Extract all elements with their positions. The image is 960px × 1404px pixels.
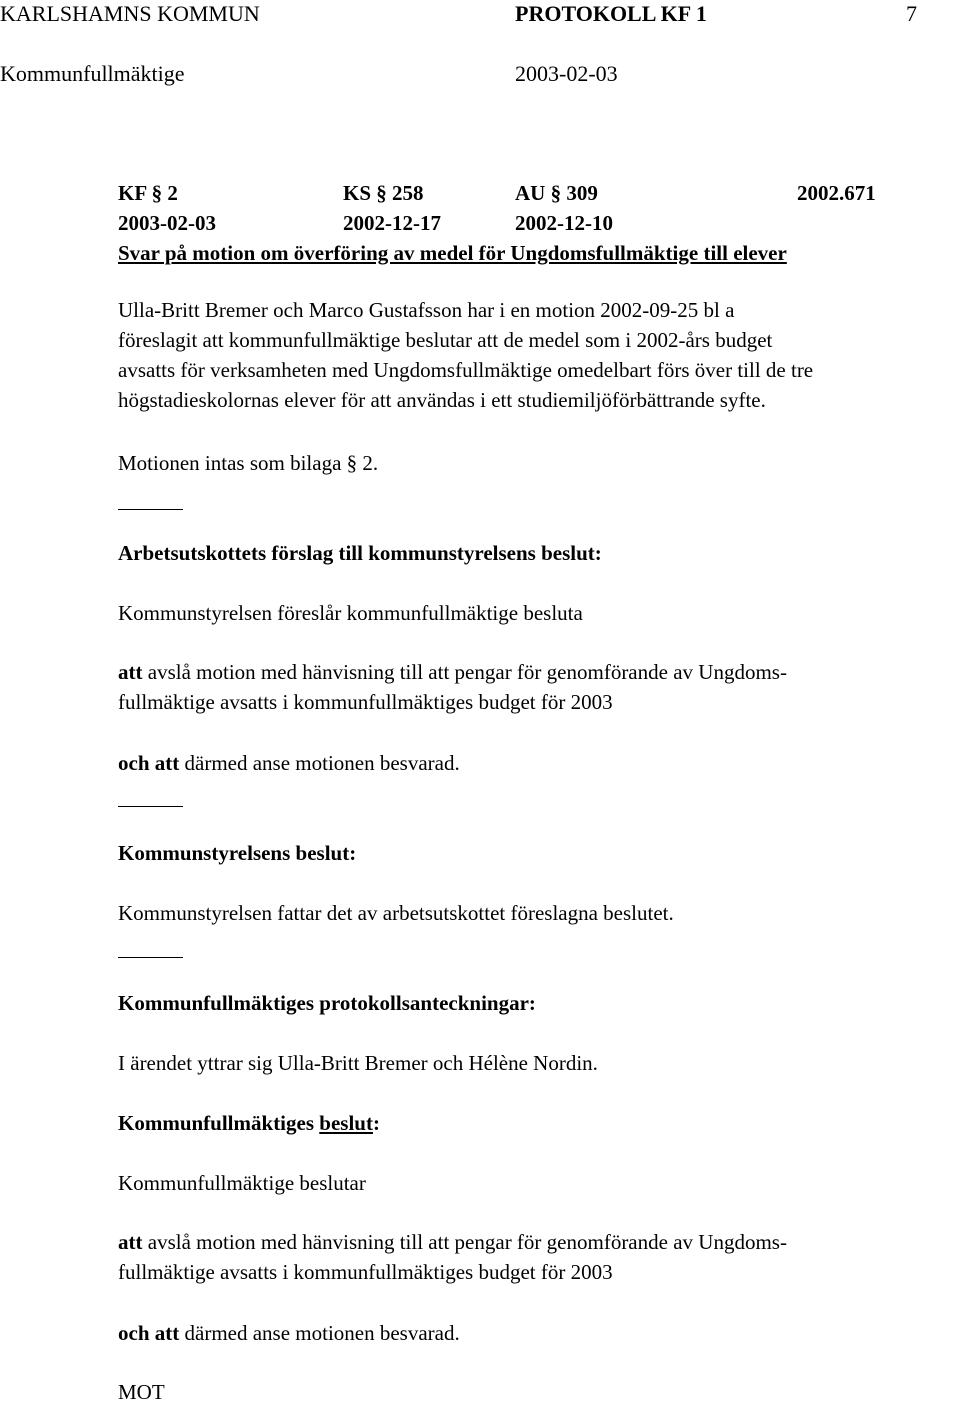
intro-line: högstadieskolornas elever för att användas i ett studiemiljöförbättrande syfte. <box>118 388 766 412</box>
au-att-clause <box>118 657 958 717</box>
intro-line: avsatts för verksamheten med Ungdomsfullmäktige omedelbart förs över till de tre <box>118 358 814 382</box>
kf-notes-heading: Kommunfullmäktiges protokollsanteckningar: <box>118 991 536 1015</box>
ref-dnr: 2002.671 <box>797 181 876 205</box>
meeting-date: 2003-02-03 <box>515 61 618 86</box>
assembly-name: Kommunfullmäktige <box>0 61 185 86</box>
kf-decision-heading <box>118 1111 380 1135</box>
ref-ks: KS § 258 <box>343 181 424 205</box>
footer-mark: MOT <box>118 1380 165 1404</box>
protocol-label: PROTOKOLL KF 1 <box>515 1 707 26</box>
kf-decision-heading-colon: : <box>372 1111 380 1135</box>
au-heading: Arbetsutskottets förslag till kommunstyrelsens beslut: <box>118 541 602 565</box>
ks-heading: Kommunstyrelsens beslut: <box>118 841 357 865</box>
intro-paragraph <box>118 295 958 415</box>
motion-attachment-note: Motionen intas som bilaga § 2. <box>118 451 379 475</box>
matter-title: Svar på motion om överföring av medel för Ungdomsfullmäktige till elever <box>118 241 787 265</box>
ref-ks-date: 2002-12-17 <box>343 211 441 235</box>
page-number: 7 <box>906 1 917 26</box>
och-att-keyword: och att <box>118 751 180 775</box>
separator-line <box>118 957 183 958</box>
kf-att-clause <box>118 1227 958 1287</box>
och-att-keyword: och att <box>118 1321 180 1345</box>
ref-kf: KF § 2 <box>118 181 178 205</box>
kf-notes-text: I ärendet yttrar sig Ulla-Britt Bremer och Hélène Nordin. <box>118 1051 598 1075</box>
att-text: fullmäktige avsatts i kommunfullmäktiges budget för 2003 <box>118 690 613 714</box>
att-text: avslå motion med hänvisning till att pengar för genomförande av Ungdoms- <box>142 660 787 684</box>
kf-intro: Kommunfullmäktige beslutar <box>118 1171 366 1195</box>
au-och-att-clause <box>118 751 460 775</box>
intro-line: Ulla-Britt Bremer och Marco Gustafsson har i en motion 2002-09-25 bl a <box>118 298 735 322</box>
kf-och-att-clause <box>118 1321 460 1345</box>
att-keyword: att <box>118 1230 143 1254</box>
kf-decision-heading-underlined: beslut <box>319 1111 373 1135</box>
att-text: fullmäktige avsatts i kommunfullmäktiges budget för 2003 <box>118 1260 613 1284</box>
ks-decision-text: Kommunstyrelsen fattar det av arbetsutskottet föreslagna beslutet. <box>118 901 674 925</box>
och-att-text: därmed anse motionen besvarad. <box>179 1321 460 1345</box>
au-intro: Kommunstyrelsen föreslår kommunfullmäktige besluta <box>118 601 583 625</box>
separator-line <box>118 806 183 807</box>
kf-decision-heading-part: Kommunfullmäktiges <box>118 1111 320 1135</box>
att-keyword: att <box>118 660 143 684</box>
ref-au-date: 2002-12-10 <box>515 211 613 235</box>
ref-au: AU § 309 <box>515 181 598 205</box>
ref-kf-date: 2003-02-03 <box>118 211 216 235</box>
separator-line <box>118 509 183 510</box>
att-text: avslå motion med hänvisning till att pengar för genomförande av Ungdoms- <box>142 1230 787 1254</box>
och-att-text: därmed anse motionen besvarad. <box>179 751 460 775</box>
intro-line: föreslagit att kommunfullmäktige beslutar att de medel som i 2002-års budget <box>118 328 773 352</box>
municipality-name: KARLSHAMNS KOMMUN <box>0 1 260 26</box>
